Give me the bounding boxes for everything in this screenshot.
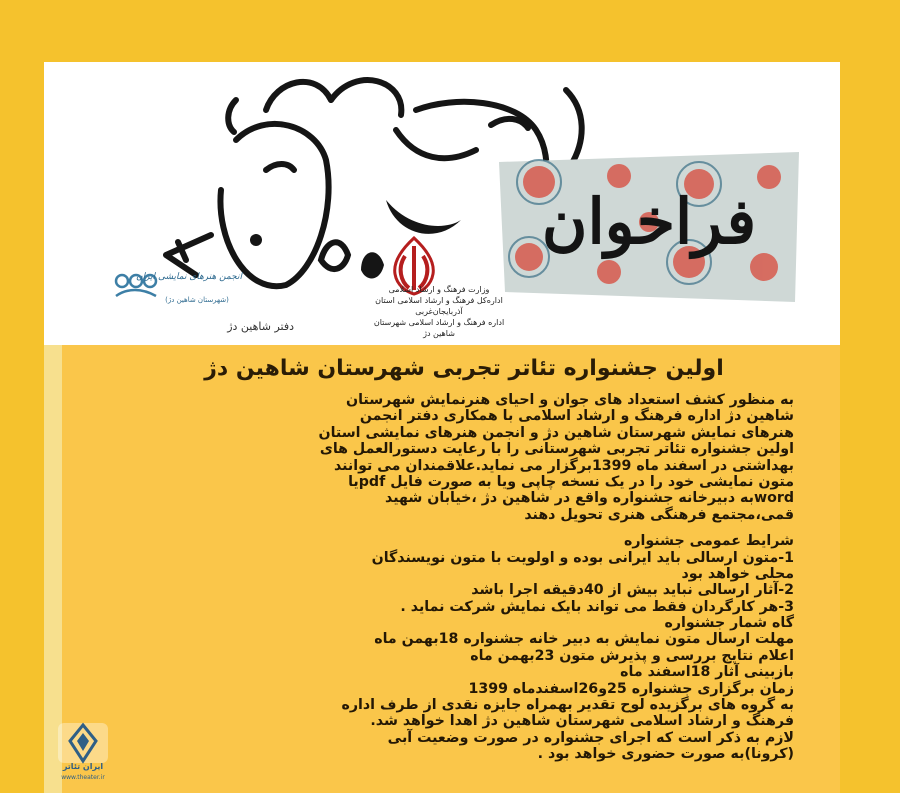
schedule-line: مهلت ارسال متون نمایش به دبیر خانه جشنواره 18بهمن ماه xyxy=(374,631,794,648)
watermark-site-url: www.theater.ir xyxy=(61,774,105,781)
ministry-text-block xyxy=(344,284,534,339)
association-subtitle: (شهرستان شاهین دژ) xyxy=(165,296,229,304)
poster xyxy=(44,62,840,793)
ministry-line: اداره‌کل فرهنگ و ارشاد اسلامی استان xyxy=(375,296,503,305)
condition-line: 3-هر کارگردان فقط می تواند بایک نمایش شرکت نماید . xyxy=(400,598,794,615)
schedule-line: زمان برگزاری جشنواره 25و26اسفندماه 1399 xyxy=(468,680,794,697)
schedule-line: اعلام نتایج بررسی و پذیرش متون 23بهمن ماه xyxy=(470,647,794,664)
award-line: به گروه های برگزیده لوح تقدیر بهمراه جایزه نقدی از طرف اداره xyxy=(341,697,794,714)
ministry-line: شاهین دژ xyxy=(423,329,455,338)
intro-line: بهداشتی در اسفند ماه 1399برگزار می نماید.علاقمندان می توانند xyxy=(333,457,794,474)
intro-line: هنرهای نمایش شهرستان شاهین دژ و انجمن هنرهای نمایشی استان xyxy=(318,424,794,441)
award-line: فرهنگ و ارشاد اسلامی شهرستان شاهین دژ اهدا خواهد شد. xyxy=(370,713,794,730)
announcement-body xyxy=(134,392,794,763)
intro-line: متون نمایشی خود را در یک نسخه چاپی ویا به صورت فایل pdfیا xyxy=(348,473,794,490)
intro-line: اولین جشنواره تئاتر تجربی شهرستانی را با رعایت دستورالعمل های xyxy=(319,441,794,458)
association-name: انجمن هنرهای نمایشی ایران xyxy=(136,272,242,282)
schedule-line: بازبینی آثار 18اسفند ماه xyxy=(620,664,794,681)
intro-line: قمی،مجتمع فرهنگی هنری تحویل دهند xyxy=(524,506,794,523)
intro-line: wordبه دبیرخانه جشنواره واقع در شاهین دژ ،خیابان شهید xyxy=(385,490,794,507)
condition-line: 2-آثار ارسالی نباید بیش از 40دقیقه اجرا باشد xyxy=(471,582,794,599)
ministry-line: وزارت فرهنگ و ارشاد اسلامی xyxy=(388,285,490,294)
intro-line: شاهین دژ اداره فرهنگ و ارشاد اسلامی با همکاری دفتر انجمن xyxy=(359,408,794,425)
office-label: دفتر شاهین دژ xyxy=(227,320,294,333)
section-gap xyxy=(134,523,794,533)
note-line: (کرونا)به صورت حضوری خواهد بود . xyxy=(537,746,794,763)
conditions-heading: شرایط عمومی جشنواره xyxy=(623,533,794,550)
condition-line: محلی خواهد بود xyxy=(681,565,794,582)
note-line: لازم به ذکر است که اجرای جشنواره در صورت وضعیت آبی xyxy=(387,729,794,746)
ministry-line: اداره فرهنگ و ارشاد اسلامی شهرستان xyxy=(373,318,505,327)
intro-line: به منظور کشف استعداد های جوان و احیای هنرنمایش شهرستان xyxy=(346,392,794,408)
callout-title: فراخوان xyxy=(541,185,757,258)
condition-line: 1-متون ارسالی باید ایرانی بوده و اولویت با متون نویسندگان xyxy=(371,549,794,566)
watermark-site-name: ایران تئاتر xyxy=(62,762,104,771)
schedule-heading: گاه شمار جشنواره xyxy=(664,615,794,632)
ministry-line: آذربایجان‌غربی xyxy=(415,307,463,316)
page-title: اولین جشنواره تئاتر تجربی شهرستان شاهین دژ xyxy=(204,356,724,381)
